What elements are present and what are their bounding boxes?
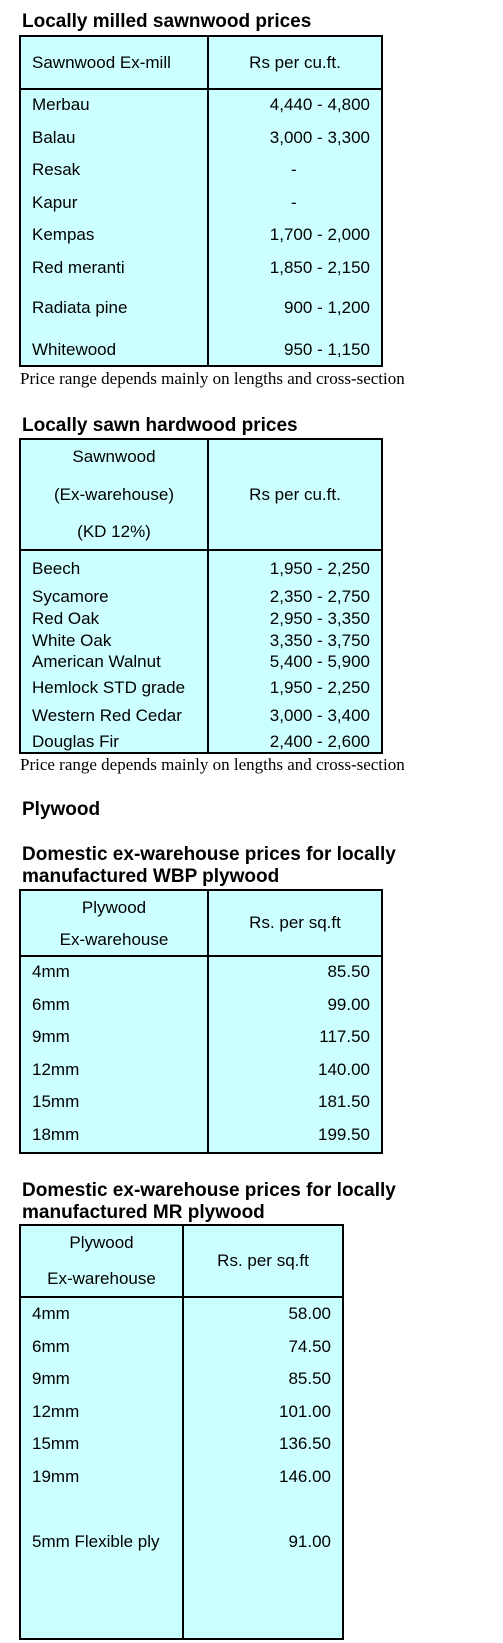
- section-title-wbp-line1: Domestic ex-warehouse prices for locally: [22, 844, 396, 865]
- table-row-price: 199.50: [318, 1125, 370, 1144]
- table-row-price: 85.50: [288, 1369, 331, 1388]
- column-header-product-line3: (KD 12%): [77, 522, 151, 541]
- table-row-name: Red Oak: [32, 609, 100, 628]
- plywood-heading: Plywood: [22, 799, 101, 820]
- section-title-wbp-line2: manufactured WBP plywood: [22, 866, 280, 887]
- table-row-name: Red meranti: [32, 258, 125, 277]
- table-row-price: 85.50: [327, 962, 370, 981]
- table-row-name: Beech: [32, 559, 81, 578]
- table-row-price: 3,000 - 3,300: [269, 128, 370, 147]
- table-row-price: -: [291, 160, 297, 179]
- table-row-price: 1,850 - 2,150: [269, 258, 370, 277]
- table-row-name: Kapur: [32, 193, 78, 212]
- wbp-plywood-price-table: [19, 889, 383, 1154]
- table-row-name: 9mm: [32, 1027, 70, 1046]
- table-row-price: 2,950 - 3,350: [269, 609, 370, 628]
- table-row-price: 900 - 1,200: [283, 298, 370, 317]
- sawnwood-price-table: [19, 35, 383, 367]
- column-header-price: Rs per cu.ft.: [249, 53, 341, 72]
- table-row-name: 15mm: [32, 1092, 80, 1111]
- column-header-product-line1: Plywood: [81, 898, 147, 917]
- section-title-hardwood: Locally sawn hardwood prices: [22, 415, 298, 436]
- table-row-name: Resak: [32, 160, 81, 179]
- hardwood-price-table: [19, 438, 383, 754]
- table-row-price: 140.00: [318, 1060, 370, 1079]
- table-row-name: 4mm: [32, 962, 70, 981]
- table-row-name: 12mm: [32, 1060, 80, 1079]
- price-note: Price range depends mainly on lengths and cross-section: [20, 369, 405, 388]
- table-row-price: 2,350 - 2,750: [269, 587, 370, 606]
- section-title-mr-line1: Domestic ex-warehouse prices for locally: [22, 1180, 396, 1201]
- table-row-name: 12mm: [32, 1402, 80, 1421]
- table-row-price: 3,350 - 3,750: [269, 631, 370, 650]
- table-row-name: Kempas: [32, 225, 95, 244]
- table-row-name: 9mm: [32, 1369, 70, 1388]
- table-row-price: 1,950 - 2,250: [269, 559, 370, 578]
- table-row-price: 58.00: [288, 1304, 331, 1323]
- table-row-name: Balau: [32, 128, 76, 147]
- table-row-price: 5,400 - 5,900: [269, 652, 370, 671]
- mr-plywood-price-table: [19, 1224, 344, 1640]
- table-row-price: 2,400 - 2,600: [269, 732, 370, 751]
- column-header-price: Rs. per sq.ft: [217, 1251, 309, 1270]
- column-header-product-line2: Ex-warehouse: [47, 1269, 156, 1288]
- column-header-product-line1: Sawnwood: [72, 447, 156, 466]
- table-row-price: 117.50: [319, 1027, 370, 1046]
- column-header-product-line1: Plywood: [69, 1233, 134, 1252]
- table-row-price: 136.50: [279, 1434, 331, 1453]
- table-row-name: 18mm: [32, 1125, 80, 1144]
- section-title-mr-line2: manufactured MR plywood: [22, 1202, 265, 1223]
- price-note: Price range depends mainly on lengths and cross-section: [20, 755, 405, 774]
- table-row-name: Hemlock STD grade: [32, 678, 186, 697]
- table-row-name: 4mm: [32, 1304, 70, 1323]
- table-row-price: 91.00: [288, 1532, 331, 1551]
- table-row-price: 1,700 - 2,000: [269, 225, 370, 244]
- table-row-price: 3,000 - 3,400: [269, 706, 370, 725]
- section-title-sawnwood: Locally milled sawnwood prices: [22, 11, 312, 32]
- table-row-name: 5mm Flexible ply: [32, 1532, 160, 1551]
- table-row-name: 6mm: [32, 995, 70, 1014]
- table-row-name: Radiata pine: [32, 298, 128, 317]
- table-row-price: 146.00: [279, 1467, 331, 1486]
- table-row-price: 950 - 1,150: [283, 340, 370, 359]
- table-row-name: American Walnut: [32, 652, 161, 671]
- column-header-product-line2: (Ex-warehouse): [54, 485, 174, 504]
- table-row-price: 4,440 - 4,800: [269, 95, 370, 114]
- table-row-name: 6mm: [32, 1337, 70, 1356]
- table-row-price: 99.00: [327, 995, 370, 1014]
- table-row-name: Douglas Fir: [32, 732, 119, 751]
- table-row-name: White Oak: [32, 631, 112, 650]
- table-row-name: 19mm: [32, 1467, 80, 1486]
- column-header-price: Rs per cu.ft.: [249, 485, 341, 504]
- table-row-name: Sycamore: [32, 587, 109, 606]
- table-row-price: 74.50: [288, 1337, 331, 1356]
- table-row-name: 15mm: [32, 1434, 80, 1453]
- table-row-name: Merbau: [32, 95, 90, 114]
- table-row-price: 101.00: [279, 1402, 331, 1421]
- column-header-price: Rs. per sq.ft: [249, 913, 341, 932]
- table-row-name: Whitewood: [32, 340, 117, 359]
- table-row-price: -: [291, 193, 297, 212]
- column-header-product: Sawnwood Ex-mill: [32, 53, 171, 72]
- column-header-product-line2: Ex-warehouse: [59, 930, 169, 949]
- table-row-price: 1,950 - 2,250: [269, 678, 370, 697]
- table-row-price: 181.50: [318, 1092, 370, 1111]
- table-row-name: Western Red Cedar: [32, 706, 182, 725]
